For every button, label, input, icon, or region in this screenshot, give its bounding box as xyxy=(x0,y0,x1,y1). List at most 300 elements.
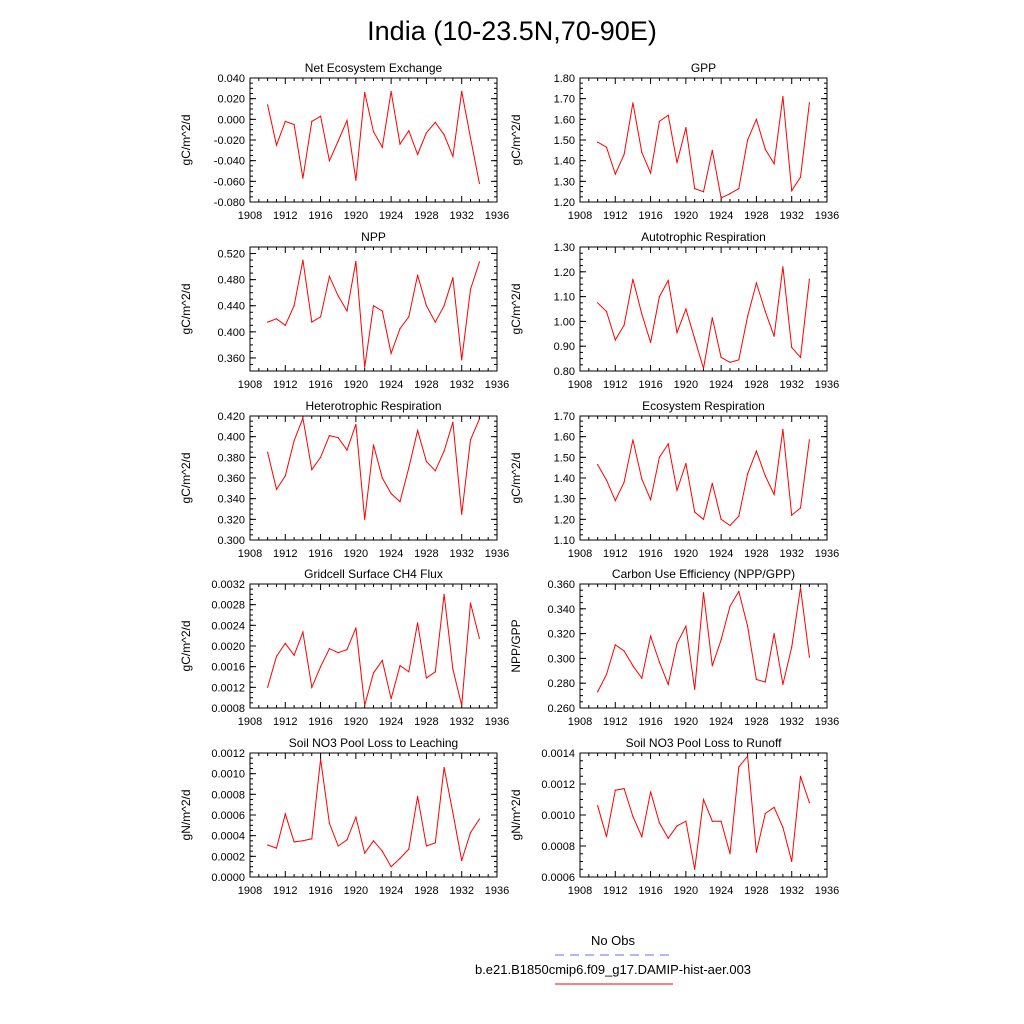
data-point xyxy=(685,626,686,627)
data-point xyxy=(364,853,365,854)
y-tick-label: 0.360 xyxy=(217,473,245,485)
x-tick-label: 1928 xyxy=(414,548,439,560)
data-point xyxy=(285,813,286,814)
data-point xyxy=(391,91,392,92)
x-tick-label: 1908 xyxy=(567,885,593,897)
data-point xyxy=(364,92,365,93)
data-point xyxy=(285,325,286,326)
panel-title: Soil NO3 Pool Loss to Leaching xyxy=(288,736,459,750)
plot-frame xyxy=(250,416,497,540)
data-point xyxy=(650,342,651,343)
data-point xyxy=(650,499,651,500)
panel-title: GPP xyxy=(690,61,717,75)
data-point xyxy=(364,519,365,520)
data-point xyxy=(809,439,810,440)
x-tick-label: 1916 xyxy=(638,885,663,897)
y-tick-label: 0.260 xyxy=(547,703,575,715)
data-point xyxy=(461,359,462,360)
data-point xyxy=(597,691,598,692)
x-tick-label: 1920 xyxy=(343,548,369,560)
data-point xyxy=(408,316,409,317)
y-tick-label: 0.0006 xyxy=(541,872,575,884)
y-tick-label: 1.10 xyxy=(553,535,575,547)
x-tick-label: 1908 xyxy=(567,379,593,391)
data-point xyxy=(294,655,295,656)
data-point xyxy=(738,591,739,592)
data-point xyxy=(782,429,783,430)
x-tick-label: 1912 xyxy=(603,716,628,728)
panel-title: Ecosystem Respiration xyxy=(642,399,765,413)
data-point xyxy=(597,142,598,143)
x-tick-label: 1932 xyxy=(779,548,804,560)
data-point xyxy=(399,501,400,502)
series-line xyxy=(268,418,480,519)
x-tick-label: 1920 xyxy=(343,379,369,391)
data-point xyxy=(276,145,277,146)
y-tick-label: 0.360 xyxy=(547,579,575,591)
data-point xyxy=(408,130,409,131)
data-point xyxy=(373,131,374,132)
x-tick-label: 1912 xyxy=(273,379,298,391)
data-point xyxy=(338,295,339,296)
y-tick-label: 1.50 xyxy=(553,135,575,147)
data-point xyxy=(382,660,383,661)
y-tick-label: 0.0012 xyxy=(211,748,245,760)
data-point xyxy=(276,656,277,657)
data-point xyxy=(606,311,607,312)
y-axis-label: gC/m^2/d xyxy=(509,452,523,504)
y-tick-label: 1.70 xyxy=(553,411,575,423)
y-tick-label: 0.020 xyxy=(217,93,245,106)
x-tick-label: 1936 xyxy=(484,885,510,897)
data-point xyxy=(676,162,677,163)
x-tick-label: 1908 xyxy=(237,716,263,728)
x-tick-label: 1908 xyxy=(567,716,593,728)
data-point xyxy=(276,489,277,490)
data-point xyxy=(729,193,730,194)
series-line xyxy=(598,429,810,525)
data-point xyxy=(624,482,625,483)
data-point xyxy=(267,844,268,845)
data-point xyxy=(417,796,418,797)
x-tick-label: 1916 xyxy=(308,548,333,560)
data-point xyxy=(470,439,471,440)
data-point xyxy=(311,687,312,688)
y-tick-label: 0.0008 xyxy=(211,789,245,802)
plot-frame xyxy=(250,753,497,877)
y-tick-label: 0.80 xyxy=(553,366,575,378)
data-point xyxy=(452,812,453,813)
data-point xyxy=(294,124,295,125)
x-tick-label: 1924 xyxy=(378,210,404,222)
x-tick-label: 1936 xyxy=(484,716,510,728)
y-tick-label: 0.0010 xyxy=(541,810,575,822)
y-tick-label: 0.380 xyxy=(217,452,245,465)
x-tick-label: 1928 xyxy=(414,210,439,222)
y-tick-label: 0.0008 xyxy=(541,841,575,853)
panel-net-ecosystem-exchange xyxy=(179,61,509,222)
y-tick-label: 0.0006 xyxy=(211,810,245,822)
data-point xyxy=(373,444,374,445)
data-point xyxy=(373,305,374,306)
data-point xyxy=(346,649,347,650)
x-tick-label: 1920 xyxy=(343,885,369,897)
data-point xyxy=(408,671,409,672)
x-tick-label: 1932 xyxy=(449,379,474,391)
y-tick-label: 1.20 xyxy=(553,197,575,209)
data-point xyxy=(721,519,722,520)
y-tick-label: 1.60 xyxy=(553,114,575,127)
y-tick-label: 1.00 xyxy=(553,316,575,329)
data-point xyxy=(756,852,757,853)
data-point xyxy=(712,317,713,318)
x-tick-label: 1916 xyxy=(308,210,333,222)
data-point xyxy=(747,139,748,140)
data-point xyxy=(444,451,445,452)
data-point xyxy=(461,705,462,706)
data-point xyxy=(650,791,651,792)
legend xyxy=(475,933,751,984)
y-tick-label: 0.360 xyxy=(217,352,245,365)
x-tick-label: 1936 xyxy=(484,548,510,560)
data-point xyxy=(329,823,330,824)
x-tick-label: 1920 xyxy=(673,548,699,560)
y-tick-label: 0.320 xyxy=(547,628,575,641)
data-point xyxy=(276,318,277,319)
x-tick-label: 1936 xyxy=(814,210,840,222)
data-point xyxy=(659,121,660,122)
data-point xyxy=(738,516,739,517)
y-tick-label: 1.40 xyxy=(553,155,575,168)
y-axis-label: gC/m^2/d xyxy=(509,114,523,166)
data-point xyxy=(399,144,400,145)
data-point xyxy=(452,422,453,423)
data-point xyxy=(756,119,757,120)
data-point xyxy=(285,643,286,644)
series-line xyxy=(598,756,810,869)
data-point xyxy=(461,91,462,92)
data-point xyxy=(694,338,695,339)
y-tick-label: 1.20 xyxy=(553,514,575,527)
data-point xyxy=(685,463,686,464)
panel-ecosystem-respiration xyxy=(509,399,839,560)
y-tick-label: 0.340 xyxy=(217,493,245,506)
x-tick-label: 1932 xyxy=(779,716,804,728)
data-point xyxy=(267,322,268,323)
data-point xyxy=(712,665,713,666)
x-tick-label: 1932 xyxy=(449,716,474,728)
y-tick-label: 0.300 xyxy=(217,535,245,547)
data-point xyxy=(311,469,312,470)
data-point xyxy=(267,452,268,453)
data-point xyxy=(435,122,436,123)
data-point xyxy=(346,839,347,840)
x-tick-label: 1936 xyxy=(484,210,510,222)
data-point xyxy=(444,305,445,306)
data-point xyxy=(435,470,436,471)
data-point xyxy=(426,305,427,306)
data-point xyxy=(703,191,704,192)
data-point xyxy=(747,473,748,474)
data-point xyxy=(774,633,775,634)
data-point xyxy=(694,511,695,512)
data-point xyxy=(382,310,383,311)
data-point xyxy=(302,260,303,261)
data-point xyxy=(800,587,801,588)
data-point xyxy=(774,807,775,808)
data-point xyxy=(712,150,713,151)
data-point xyxy=(302,418,303,419)
data-point xyxy=(624,154,625,155)
data-point xyxy=(435,842,436,843)
data-point xyxy=(624,325,625,326)
data-point xyxy=(426,132,427,133)
data-point xyxy=(615,790,616,791)
y-tick-label: 1.30 xyxy=(553,242,575,254)
data-point xyxy=(285,475,286,476)
data-point xyxy=(435,322,436,323)
data-point xyxy=(444,594,445,595)
data-point xyxy=(452,156,453,157)
data-point xyxy=(382,477,383,478)
data-point xyxy=(782,684,783,685)
data-point xyxy=(694,689,695,690)
data-point xyxy=(703,519,704,520)
data-point xyxy=(659,457,660,458)
y-axis-label: NPP/GPP xyxy=(509,619,523,673)
x-tick-label: 1920 xyxy=(673,716,699,728)
data-point xyxy=(659,296,660,297)
panel-carbon-use-efficiency-npp-gpp xyxy=(509,567,839,728)
data-point xyxy=(694,188,695,189)
data-point xyxy=(694,869,695,870)
data-point xyxy=(311,322,312,323)
data-point xyxy=(426,677,427,678)
data-point xyxy=(641,836,642,837)
x-tick-label: 1928 xyxy=(414,379,439,391)
data-point xyxy=(738,359,739,360)
data-point xyxy=(668,280,669,281)
data-point xyxy=(391,353,392,354)
data-point xyxy=(391,698,392,699)
data-point xyxy=(729,362,730,363)
data-point xyxy=(685,127,686,128)
panel-soil-no3-pool-loss-to-runoff xyxy=(509,736,839,897)
y-tick-label: 0.400 xyxy=(217,431,245,444)
x-tick-label: 1916 xyxy=(308,885,333,897)
data-point xyxy=(606,674,607,675)
y-tick-label: 0.90 xyxy=(553,341,575,354)
x-tick-label: 1928 xyxy=(744,885,769,897)
data-point xyxy=(615,174,616,175)
data-point xyxy=(346,120,347,121)
x-tick-label: 1916 xyxy=(308,379,333,391)
data-point xyxy=(765,149,766,150)
x-tick-label: 1928 xyxy=(744,210,769,222)
data-point xyxy=(676,643,677,644)
y-tick-label: 0.0000 xyxy=(211,872,245,884)
data-point xyxy=(782,266,783,267)
data-point xyxy=(294,440,295,441)
data-point xyxy=(399,328,400,329)
x-tick-label: 1932 xyxy=(779,379,804,391)
x-tick-label: 1924 xyxy=(708,548,734,560)
data-point xyxy=(355,424,356,425)
x-tick-label: 1936 xyxy=(814,885,840,897)
data-point xyxy=(747,626,748,627)
series-line xyxy=(268,759,480,867)
panel-soil-no3-pool-loss-to-leaching xyxy=(179,736,509,897)
x-tick-label: 1924 xyxy=(378,548,404,560)
legend-label-no-obs: No Obs xyxy=(590,933,636,948)
data-point xyxy=(738,766,739,767)
panel-title: Heterotrophic Respiration xyxy=(305,399,442,413)
data-point xyxy=(676,825,677,826)
data-point xyxy=(426,845,427,846)
figure-title: India (10-23.5N,70-90E) xyxy=(367,16,657,46)
data-point xyxy=(470,289,471,290)
x-tick-label: 1912 xyxy=(273,210,298,222)
data-point xyxy=(364,705,365,706)
x-tick-label: 1908 xyxy=(237,210,263,222)
y-tick-label: 0.320 xyxy=(217,514,245,527)
x-tick-label: 1932 xyxy=(779,885,804,897)
y-axis-label: gC/m^2/d xyxy=(509,283,523,335)
y-tick-label: 0.0016 xyxy=(211,661,245,674)
x-tick-label: 1924 xyxy=(708,885,734,897)
data-point xyxy=(676,332,677,333)
x-tick-label: 1916 xyxy=(638,548,663,560)
data-point xyxy=(765,311,766,312)
data-point xyxy=(685,821,686,822)
data-point xyxy=(641,313,642,314)
data-point xyxy=(756,451,757,452)
panel-title: NPP xyxy=(361,230,386,244)
data-point xyxy=(632,279,633,280)
data-point xyxy=(417,275,418,276)
data-point xyxy=(426,461,427,462)
y-tick-label: 1.70 xyxy=(553,93,575,106)
data-point xyxy=(641,678,642,679)
data-point xyxy=(668,838,669,839)
data-point xyxy=(676,490,677,491)
y-tick-label: 1.60 xyxy=(553,431,575,444)
y-tick-label: 0.0010 xyxy=(211,768,245,781)
data-point xyxy=(632,439,633,440)
data-point xyxy=(809,279,810,280)
y-tick-label: -0.040 xyxy=(213,155,245,168)
y-tick-label: 0.440 xyxy=(217,300,245,313)
data-point xyxy=(800,357,801,358)
panel-title: Net Ecosystem Exchange xyxy=(304,61,443,75)
data-point xyxy=(791,647,792,648)
x-tick-label: 1916 xyxy=(308,716,333,728)
data-point xyxy=(782,96,783,97)
data-point xyxy=(320,316,321,317)
panel-title: Soil NO3 Pool Loss to Runoff xyxy=(625,736,782,750)
data-point xyxy=(668,115,669,116)
data-point xyxy=(329,435,330,436)
x-tick-label: 1936 xyxy=(814,548,840,560)
x-tick-label: 1920 xyxy=(673,885,699,897)
y-tick-label: 0.280 xyxy=(547,678,575,691)
x-tick-label: 1924 xyxy=(378,379,404,391)
data-point xyxy=(399,858,400,859)
data-point xyxy=(479,419,480,420)
data-point xyxy=(355,627,356,628)
x-tick-label: 1912 xyxy=(273,548,298,560)
y-tick-label: 1.30 xyxy=(553,493,575,506)
x-tick-label: 1928 xyxy=(744,716,769,728)
y-tick-label: 1.10 xyxy=(553,291,575,304)
data-point xyxy=(685,308,686,309)
data-point xyxy=(461,860,462,861)
x-tick-label: 1908 xyxy=(567,548,593,560)
y-tick-label: -0.020 xyxy=(213,135,245,147)
y-tick-label: 0.300 xyxy=(547,653,575,666)
data-point xyxy=(800,776,801,777)
x-tick-label: 1924 xyxy=(708,210,734,222)
data-point xyxy=(597,464,598,465)
data-point xyxy=(452,277,453,278)
data-point xyxy=(650,636,651,637)
x-tick-label: 1932 xyxy=(449,885,474,897)
data-point xyxy=(373,840,374,841)
data-point xyxy=(399,665,400,666)
data-point xyxy=(311,121,312,122)
data-point xyxy=(479,819,480,820)
data-point xyxy=(479,638,480,639)
y-tick-label: 0.040 xyxy=(217,73,245,85)
data-point xyxy=(606,147,607,148)
data-point xyxy=(355,261,356,262)
x-tick-label: 1928 xyxy=(744,379,769,391)
data-point xyxy=(479,261,480,262)
data-point xyxy=(765,475,766,476)
data-point xyxy=(641,478,642,479)
x-tick-label: 1928 xyxy=(414,885,439,897)
data-point xyxy=(774,336,775,337)
series-line xyxy=(598,588,810,692)
data-point xyxy=(417,622,418,623)
data-point xyxy=(302,840,303,841)
y-tick-label: 0.0002 xyxy=(211,851,245,864)
data-point xyxy=(712,821,713,822)
x-tick-label: 1924 xyxy=(708,379,734,391)
data-point xyxy=(809,657,810,658)
data-point xyxy=(302,631,303,632)
plot-frame xyxy=(250,78,497,202)
data-point xyxy=(311,838,312,839)
y-tick-label: 0.0012 xyxy=(211,682,245,695)
x-tick-label: 1908 xyxy=(237,379,263,391)
data-point xyxy=(435,671,436,672)
data-point xyxy=(417,154,418,155)
x-tick-label: 1928 xyxy=(414,716,439,728)
x-tick-label: 1908 xyxy=(237,548,263,560)
y-tick-label: 1.20 xyxy=(553,266,575,279)
data-point xyxy=(452,669,453,670)
x-tick-label: 1928 xyxy=(744,548,769,560)
panel-title: Carbon Use Efficiency (NPP/GPP) xyxy=(611,567,796,581)
data-point xyxy=(302,178,303,179)
data-point xyxy=(765,681,766,682)
y-tick-label: 0.340 xyxy=(547,603,575,616)
x-tick-label: 1908 xyxy=(567,210,593,222)
data-point xyxy=(747,756,748,757)
y-tick-label: 0.0024 xyxy=(211,620,245,633)
data-point xyxy=(800,507,801,508)
